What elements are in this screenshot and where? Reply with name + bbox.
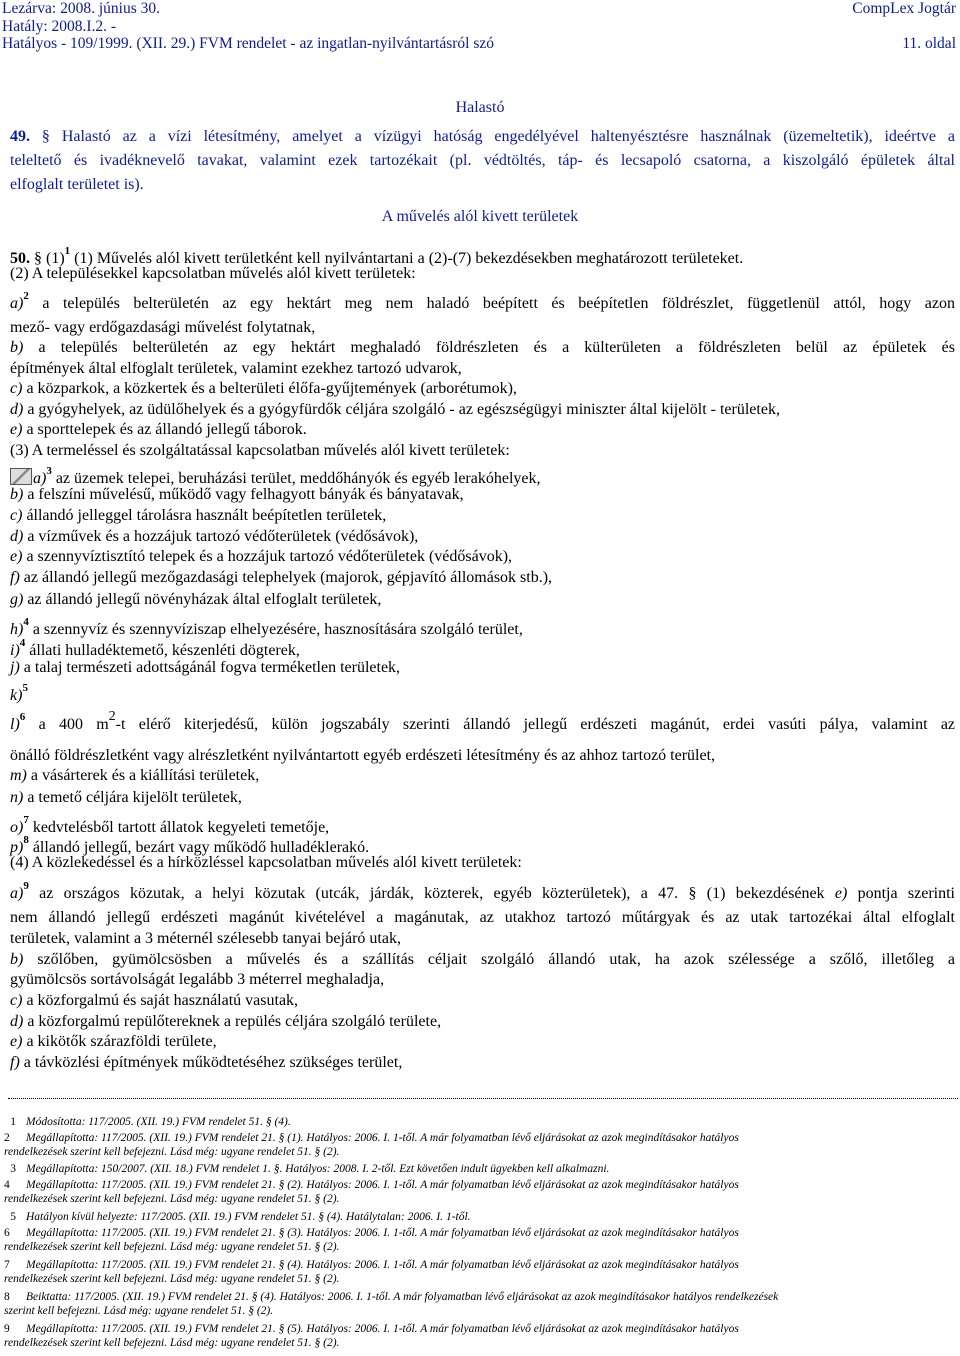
footnote-text: Megállapította: 117/2005. (XII. 19.) FVM rendelet 21. § (2). Hatályos: 2006. I. 1-től. A már folyamatban lévő eljárásokat az azok megindításakor hatályos xyxy=(26,1179,739,1191)
item-3k xyxy=(10,682,955,707)
footnote-1 xyxy=(4,1115,956,1129)
item-mark-j: j) xyxy=(10,659,20,676)
item-3d xyxy=(10,527,955,546)
footnote-4 xyxy=(4,1178,956,1206)
footnote-ref-4b[interactable]: 4 xyxy=(19,637,26,649)
footnote-number: 7 xyxy=(4,1259,10,1271)
item-3l-line1 xyxy=(10,709,956,736)
item-3i-text: állati hulladéktemető, készenléti dögterek, xyxy=(29,642,300,659)
item-3g xyxy=(10,590,955,609)
footnote-text: Beiktatta: 117/2005. (XII. 19.) FVM rendelet 21. § (4). Hatályos: 2006. I. 1-től. A már folyamatban lévő eljárásokat az azok megindításakor hatályos rendelkezések xyxy=(26,1291,779,1303)
item-mark-l: l) xyxy=(10,716,20,733)
footnote-ref-7[interactable]: 7 xyxy=(23,814,29,826)
item-mark-n: n) xyxy=(10,789,24,806)
footnote-7 xyxy=(4,1258,956,1286)
footnote-text: Megállapította: 117/2005. (XII. 19.) FVM rendelet 21. § (3). Hatályos: 2006. I. 1-től. A már folyamatban lévő eljárásokat az azok megindításakor hatályos xyxy=(26,1227,739,1239)
item-2c xyxy=(10,379,955,398)
item-mark-b: b) xyxy=(10,339,24,356)
header-hataly: Hatály: 2008.I.2. - xyxy=(2,17,117,35)
section-mark: § xyxy=(34,250,42,267)
item-3l-line2: önálló földrészletként vagy alrészletként nyilvántartott egyéb erdészeti létesítmény és az ahhoz tartozó terület, xyxy=(10,747,716,764)
header-right xyxy=(852,0,956,53)
item-3b-text: a felszíni művelésű, működő vagy felhagyott bányák és bányatavak, xyxy=(27,486,464,503)
item-4f xyxy=(10,1053,955,1072)
item-3f-text: az állandó jellegű mezőgazdasági telephelyek (majorok, gépjavító állomások stb.), xyxy=(23,569,553,586)
footnote-number: 3 xyxy=(10,1163,16,1175)
footnote-number: 5 xyxy=(10,1211,16,1223)
footnote-ref-5[interactable]: 5 xyxy=(22,682,28,694)
paragraph-49-line3: elfoglalt területet is). xyxy=(10,176,144,193)
item-3n-text: a temető céljára kijelölt területek, xyxy=(27,789,242,806)
footnote-8 xyxy=(4,1290,956,1318)
item-3b xyxy=(10,485,955,504)
header-hatalyos: Hatályos - 109/1999. (XII. 29.) FVM rendelet - az ingatlan-nyilvántartásról szó xyxy=(2,35,494,52)
footnote-text: Megállapította: 117/2005. (XII. 19.) FVM rendelet 21. § (5). Hatályos: 2006. I. 1-től. A már folyamatban lévő eljárásokat az azok megindításakor hatályos xyxy=(26,1323,739,1335)
item-3g-text: az állandó jellegű növényházak által elfoglalt területek, xyxy=(27,591,382,608)
footnote-ref-6[interactable]: 6 xyxy=(19,711,26,723)
item-4d-text: a közforgalmú repülőtereknek a repülés céljára szolgáló területe, xyxy=(27,1013,442,1030)
item-mark-a: a) xyxy=(10,885,24,902)
item-mark-m: m) xyxy=(10,767,27,784)
footnote-text: Módosította: 117/2005. (XII. 19.) FVM rendelet 51. § (4). xyxy=(26,1116,291,1128)
item-4b-text1: szőlőben, gyümölcsösben a művelés és a szállítás céljait szolgáló állandó utak, ha azok szélessége a szőlő, illetőleg a xyxy=(37,951,956,968)
item-mark-e: e) xyxy=(10,1033,23,1050)
item-4a-line3: területek, valamint a 3 méternél szélesebb tanyai bejáró utak, xyxy=(10,930,401,947)
item-3j xyxy=(10,658,955,677)
item-mark-c: c) xyxy=(10,507,23,524)
footnote-6 xyxy=(4,1226,956,1254)
item-4e xyxy=(10,1032,955,1051)
item-4e-text: a kikötők szárazföldi területe, xyxy=(26,1033,217,1050)
item-3m-text: a vásárterek és a kiállítási területek, xyxy=(30,767,260,784)
item-3f xyxy=(10,568,955,587)
section-heading-kivett: A művelés alól kivett területek xyxy=(381,208,579,225)
item-3o xyxy=(10,814,955,839)
item-mark-c: c) xyxy=(10,380,23,397)
amendment-flag-icon[interactable] xyxy=(10,468,32,485)
item-2d xyxy=(10,400,955,419)
item-2a-line2: mező- vagy erdőgazdasági művelést folytatnak, xyxy=(10,319,316,336)
footnote-text-cont: rendelkezések szerint kell befejezni. Lásd még: ugyane rendelet 51. § (2). xyxy=(4,1273,340,1285)
header-brand: CompLex Jogtár xyxy=(852,0,956,17)
subsection-4: (4) A közlekedéssel és a hírközléssel kapcsolatban művelés alól kivett területek: xyxy=(10,854,522,871)
item-mark-d: d) xyxy=(10,528,24,545)
item-mark-a: a) xyxy=(10,295,24,312)
footnote-text: Hatályon kívül helyezte: 117/2005. (XII. 19.) FVM rendelet 51. § (4). Hatálytalan: 2006. I. 1-től. xyxy=(26,1211,471,1223)
item-4a-line2: nem állandó jellegű erdészeti magánút kivételével a magánutak, az utakhoz tartozó műtárgyak és az utak tartozékai által elfoglalt xyxy=(10,909,955,926)
footnote-ref-4[interactable]: 4 xyxy=(23,616,29,628)
item-3d-text: a vízművek és a hozzájuk tartozó védőterületek (védősávok), xyxy=(27,528,419,545)
paragraph-50-text-head: (1) xyxy=(46,250,65,267)
item-3c-text: állandó jelleggel tárolásra használt beépítetlen területek, xyxy=(26,507,387,524)
item-2a-text1: a település belterületén az egy hektárt meg nem haladó beépített és beépítetlen földrészlet, függetlenül attól, hogy azon xyxy=(42,295,956,312)
item-2b-text1: a település belterületén az egy hektárt meghaladó földrészleten és a külterületen a földrészleten belül az épületek és xyxy=(38,339,955,356)
item-mark-c: c) xyxy=(10,992,23,1009)
footnote-number: 9 xyxy=(4,1323,10,1335)
footnote-ref-2[interactable]: 2 xyxy=(23,290,29,302)
footnote-text-cont: rendelkezések szerint kell befejezni. Lásd még: ugyane rendelet 51. § (2). xyxy=(4,1337,340,1349)
section-heading-halasto: Halastó xyxy=(455,99,505,116)
item-3e xyxy=(10,547,955,566)
item-4d xyxy=(10,1012,955,1031)
item-mark-k: k) xyxy=(10,687,23,704)
item-3m xyxy=(10,766,955,785)
paragraph-49-line2: teleltető és ivadéknevelő tavakat, valamint ezek tartozékait (pl. védtöltés, táp- és lecsapoló csatorna, a kiszolgáló épületek által xyxy=(10,152,955,169)
footnote-text: Megállapította: 117/2005. (XII. 19.) FVM rendelet 21. § (1). Hatályos: 2006. I. 1-től. A már folyamatban lévő eljárásokat az azok megindításakor hatályos xyxy=(26,1132,739,1144)
item-2b-line1 xyxy=(10,338,955,357)
footnote-separator xyxy=(8,1098,958,1099)
item-mark-a: a) xyxy=(33,470,47,487)
item-3h-text: a szennyvíz és szennyvíziszap elhelyezésére, hasznosítására szolgáló terület, xyxy=(32,621,523,638)
item-3c xyxy=(10,506,955,525)
footnote-number: 2 xyxy=(4,1132,10,1144)
footnote-text-cont: rendelkezések szerint kell befejezni. Lásd még: ugyane rendelet 51. § (2). xyxy=(4,1193,340,1205)
item-mark-f: f) xyxy=(10,1054,20,1071)
item-mark-b: b) xyxy=(10,486,24,503)
section-mark: § xyxy=(41,128,50,145)
item-mark-e: e) xyxy=(10,548,23,565)
item-2a-line1 xyxy=(10,290,956,315)
item-4c xyxy=(10,991,955,1010)
paragraph-50-text: (1) Művelés alól kivett területként kell nyilvántartani a (2)-(7) bekezdésekben meghatározott területeket. xyxy=(74,250,744,267)
paragraph-49-text1: Halastó az a vízi létesítmény, amelyet a vízügyi hatóság engedélyével haltenyésztésre használnak (üzemeltetik), ideértve a xyxy=(61,128,956,145)
item-2d-text: a gyógyhelyek, az üdülőhelyek és a gyógyfürdők céljára szolgáló - az egészségügyi miniszter által kijelölt - területek, xyxy=(27,401,780,418)
footnote-ref-8[interactable]: 8 xyxy=(23,834,29,846)
footnote-text: Megállapította: 150/2007. (XII. 18.) FVM rendelet 1. §. Hatályos: 2008. I. 2-től. Ezt követően indult ügyekben kell alkalmazni. xyxy=(26,1163,610,1175)
footnote-text-cont: rendelkezések szerint kell befejezni. Lásd még: ugyane rendelet 51. § (2). xyxy=(4,1146,340,1158)
footnote-text-cont: rendelkezések szerint kell befejezni. Lásd még: ugyane rendelet 51. § (2). xyxy=(4,1241,340,1253)
item-mark-o: o) xyxy=(10,819,24,836)
footnote-2 xyxy=(4,1131,956,1159)
footnote-text-cont: szerint kell befejezni. Lásd még: ugyane rendelet 51. § (2). xyxy=(4,1305,274,1317)
header-left xyxy=(2,0,494,53)
item-mark-b: b) xyxy=(10,951,24,968)
item-4a-text2: pontja szerinti xyxy=(857,885,956,902)
subsection-3: (3) A termeléssel és szolgáltatással kapcsolatban művelés alól kivett területek: xyxy=(10,442,510,459)
item-2e-text: a sporttelepek és az állandó jellegű táborok. xyxy=(26,421,307,438)
footnote-9 xyxy=(4,1322,956,1350)
item-mark-g: g) xyxy=(10,591,24,608)
item-3o-text: kedvtelésből tartott állatok kegyeleti temetője, xyxy=(32,819,330,836)
item-3n xyxy=(10,788,955,807)
footnote-number: 6 xyxy=(4,1227,10,1239)
item-mark-f: f) xyxy=(10,569,20,586)
item-4a-line1 xyxy=(10,880,956,905)
footnote-ref-3[interactable]: 3 xyxy=(46,465,52,477)
item-mark-d: d) xyxy=(10,1013,24,1030)
item-3l-text-b: -t elérő kiterjedésű, külön jogszabály szerinti állandó jellegű erdészeti magánút, erdei vasúti pálya, valamint az xyxy=(115,716,956,733)
paragraph-50-number: 50. xyxy=(10,250,30,267)
footnote-text: Megállapította: 117/2005. (XII. 19.) FVM rendelet 21. § (4). Hatályos: 2006. I. 1-től. A már folyamatban lévő eljárásokat az azok megindításakor hatályos xyxy=(26,1259,739,1271)
item-mark-p: p) xyxy=(10,839,24,856)
item-3e-text: a szennyvíztisztító telepek és a hozzájuk tartozó védőterületek (védősávok), xyxy=(26,548,513,565)
paragraph-49-line1 xyxy=(10,127,955,146)
subsection-2: (2) A településekkel kapcsolatban művelés alól kivett területek: xyxy=(10,265,416,282)
item-mark-i: i) xyxy=(10,642,20,659)
footnote-ref-1[interactable]: 1 xyxy=(64,245,71,257)
item-3l-text-a: a 400 m xyxy=(38,716,109,733)
item-3a-text: az üzemek telepei, beruházási terület, meddőhányók és egyéb lerakóhelyek, xyxy=(55,470,541,487)
footnote-number: 4 xyxy=(4,1179,10,1191)
item-2b-line2: építmények által elfoglalt területek, valamint ezekhez tartozó udvarok, xyxy=(10,360,462,377)
item-4b-line2: gyümölcsös sortávolságát legalább 3 méterrel meghaladja, xyxy=(10,971,385,988)
item-3j-text: a talaj természeti adottságánál fogva terméketlen területek, xyxy=(23,659,401,676)
item-4f-text: a távközlési építmények működtetéséhez szükséges terület, xyxy=(23,1054,403,1071)
item-3h xyxy=(10,616,955,641)
footnote-3 xyxy=(4,1162,956,1176)
header-page-number: 11. oldal xyxy=(902,35,956,52)
item-mark-e: e) xyxy=(10,421,23,438)
item-4a-ref-e: e) xyxy=(834,885,848,902)
item-4b-line1 xyxy=(10,950,955,969)
item-4c-text: a közforgalmú és saját használatú vasutak, xyxy=(26,992,299,1009)
footnote-ref-9[interactable]: 9 xyxy=(23,880,29,892)
item-mark-d: d) xyxy=(10,401,24,418)
item-2e xyxy=(10,420,955,439)
item-3p-text: állandó jellegű, bezárt vagy működő hulladéklerakó. xyxy=(32,839,370,856)
unit-square-superscript: 2 xyxy=(108,709,116,724)
item-4a-text1: az országos közutak, a helyi közutak (utcák, járdák, közterek, egyéb közterületek), a 47. § (1) bekezdésének xyxy=(39,885,825,902)
item-mark-h: h) xyxy=(10,621,24,638)
footnote-number: 8 xyxy=(4,1291,10,1303)
footnote-number: 1 xyxy=(10,1116,16,1128)
header-lezarva: Lezárva: 2008. június 30. xyxy=(2,0,160,17)
item-2c-text: a közparkok, a közkertek és a belterületi élőfa-gyűjtemények (arborétumok), xyxy=(26,380,517,397)
footnote-5 xyxy=(4,1210,956,1224)
paragraph-49-number: 49. xyxy=(10,128,30,145)
